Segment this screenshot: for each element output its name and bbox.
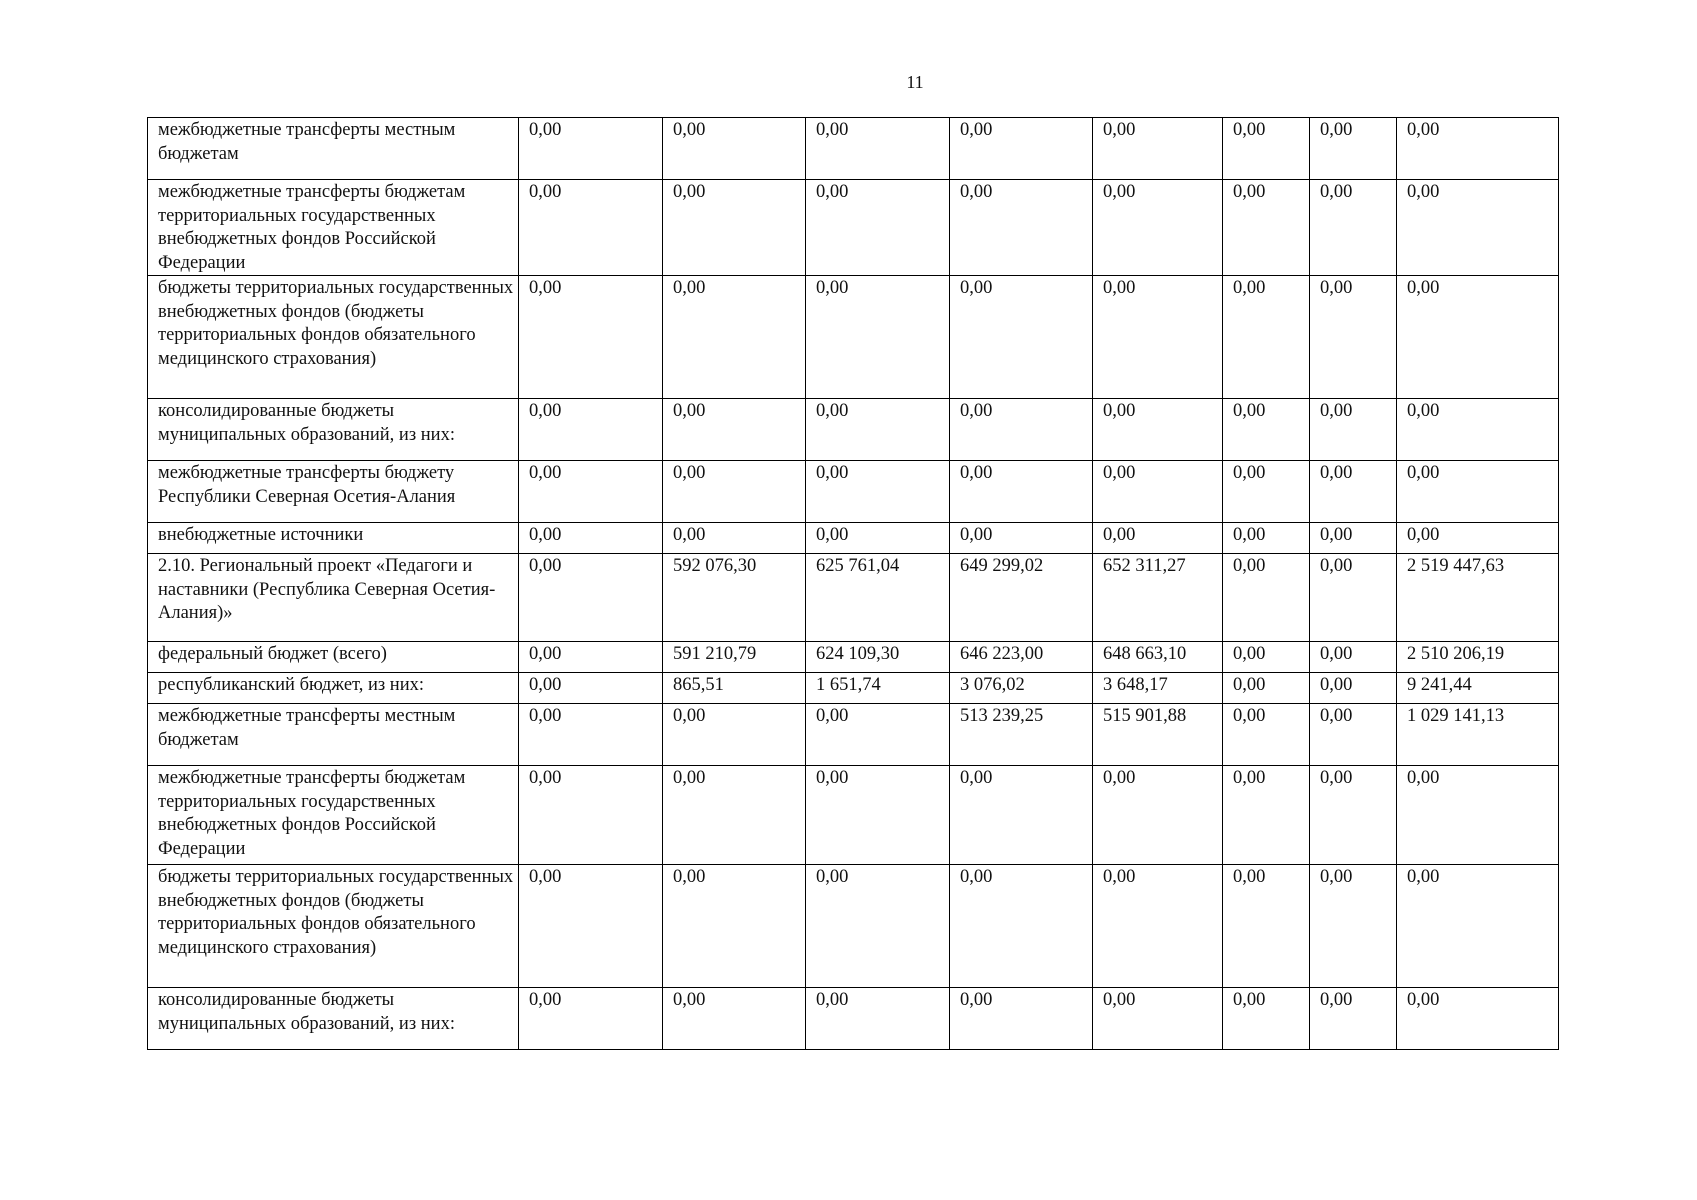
budget-table xyxy=(147,117,1559,1050)
table-cell: 0,00 xyxy=(1310,766,1397,865)
table-cell: 0,00 xyxy=(1223,523,1310,554)
table-cell: 0,00 xyxy=(1397,766,1559,865)
table-cell: 0,00 xyxy=(519,865,663,988)
table-cell: 649 299,02 xyxy=(950,554,1093,642)
table-cell: 0,00 xyxy=(1093,766,1223,865)
table-row xyxy=(148,118,1559,180)
table-cell: 0,00 xyxy=(1310,988,1397,1050)
table-cell: 1 651,74 xyxy=(806,673,950,704)
table-cell: 0,00 xyxy=(1310,865,1397,988)
table-cell: 0,00 xyxy=(1223,554,1310,642)
table-cell: 0,00 xyxy=(806,180,950,276)
table-cell: 0,00 xyxy=(1093,399,1223,461)
table-cell: 0,00 xyxy=(519,673,663,704)
table-cell: 0,00 xyxy=(519,523,663,554)
table-cell: 0,00 xyxy=(1223,276,1310,399)
table-cell: 0,00 xyxy=(519,766,663,865)
table-cell: 0,00 xyxy=(806,704,950,766)
table-cell: 0,00 xyxy=(1397,276,1559,399)
table-cell: 0,00 xyxy=(1223,865,1310,988)
table-cell: 0,00 xyxy=(1310,461,1397,523)
table-cell: 3 648,17 xyxy=(1093,673,1223,704)
table-cell: 0,00 xyxy=(1093,461,1223,523)
table-cell: 0,00 xyxy=(1397,118,1559,180)
table-cell: 648 663,10 xyxy=(1093,642,1223,673)
table-cell: 0,00 xyxy=(663,865,806,988)
table-cell: 0,00 xyxy=(1223,461,1310,523)
table-cell: 0,00 xyxy=(1223,399,1310,461)
table-cell: 652 311,27 xyxy=(1093,554,1223,642)
table-cell: 0,00 xyxy=(1310,118,1397,180)
table-cell: 0,00 xyxy=(950,118,1093,180)
table-cell: 0,00 xyxy=(1397,523,1559,554)
table-cell: 0,00 xyxy=(663,523,806,554)
table-cell: 0,00 xyxy=(519,704,663,766)
table-cell: 0,00 xyxy=(1093,276,1223,399)
table-cell: 0,00 xyxy=(1310,276,1397,399)
table-row xyxy=(148,276,1559,399)
table-row xyxy=(148,766,1559,865)
row-label: внебюджетные источники xyxy=(148,523,519,554)
table-cell: 0,00 xyxy=(1223,704,1310,766)
table-row xyxy=(148,399,1559,461)
table-cell: 0,00 xyxy=(519,461,663,523)
table-cell: 0,00 xyxy=(519,180,663,276)
row-label: межбюджетные трансферты бюджету Республики Северная Осетия-Алания xyxy=(148,461,519,523)
table-cell: 0,00 xyxy=(806,461,950,523)
table-cell: 1 029 141,13 xyxy=(1397,704,1559,766)
table-cell: 0,00 xyxy=(1310,554,1397,642)
table-row xyxy=(148,988,1559,1050)
table-cell: 0,00 xyxy=(806,399,950,461)
table-cell: 0,00 xyxy=(519,642,663,673)
table-cell: 0,00 xyxy=(519,988,663,1050)
table-row xyxy=(148,642,1559,673)
table-cell: 0,00 xyxy=(1093,523,1223,554)
row-label: федеральный бюджет (всего) xyxy=(148,642,519,673)
table-cell: 0,00 xyxy=(806,523,950,554)
row-label: консолидированные бюджеты муниципальных образований, из них: xyxy=(148,988,519,1050)
table-cell: 2 519 447,63 xyxy=(1397,554,1559,642)
table-cell: 513 239,25 xyxy=(950,704,1093,766)
table-cell: 0,00 xyxy=(1223,766,1310,865)
table-cell: 0,00 xyxy=(1223,673,1310,704)
table-cell: 0,00 xyxy=(663,704,806,766)
table-cell: 0,00 xyxy=(950,988,1093,1050)
table-cell: 592 076,30 xyxy=(663,554,806,642)
table-cell: 0,00 xyxy=(950,399,1093,461)
table-cell: 0,00 xyxy=(519,399,663,461)
table-cell: 0,00 xyxy=(806,865,950,988)
table-cell: 0,00 xyxy=(950,180,1093,276)
table-cell: 0,00 xyxy=(1223,642,1310,673)
table-cell: 0,00 xyxy=(1310,399,1397,461)
row-label: консолидированные бюджеты муниципальных образований, из них: xyxy=(148,399,519,461)
table-cell: 0,00 xyxy=(519,118,663,180)
table-cell: 0,00 xyxy=(806,118,950,180)
table-row xyxy=(148,554,1559,642)
table-cell: 0,00 xyxy=(519,276,663,399)
table-cell: 0,00 xyxy=(1310,673,1397,704)
row-label: бюджеты территориальных государственных внебюджетных фондов (бюджеты территориальных фондов обязательного медицинского страхования) xyxy=(148,276,519,399)
table-cell: 0,00 xyxy=(950,766,1093,865)
table-cell: 0,00 xyxy=(950,276,1093,399)
table-cell: 0,00 xyxy=(1310,523,1397,554)
table-cell: 0,00 xyxy=(1310,642,1397,673)
table-cell: 9 241,44 xyxy=(1397,673,1559,704)
table-cell: 0,00 xyxy=(950,523,1093,554)
table-cell: 0,00 xyxy=(519,554,663,642)
table-cell: 2 510 206,19 xyxy=(1397,642,1559,673)
row-label: межбюджетные трансферты местным бюджетам xyxy=(148,704,519,766)
table-row xyxy=(148,865,1559,988)
table-cell: 515 901,88 xyxy=(1093,704,1223,766)
table-cell: 0,00 xyxy=(663,118,806,180)
row-label: межбюджетные трансферты бюджетам территориальных государственных внебюджетных фондов Российской Федерации xyxy=(148,766,519,865)
table-cell: 0,00 xyxy=(806,276,950,399)
table-cell: 0,00 xyxy=(1310,180,1397,276)
table-cell: 0,00 xyxy=(663,461,806,523)
table-cell: 0,00 xyxy=(950,461,1093,523)
table-cell: 0,00 xyxy=(663,766,806,865)
table-row xyxy=(148,704,1559,766)
table-cell: 3 076,02 xyxy=(950,673,1093,704)
table-cell: 0,00 xyxy=(1093,865,1223,988)
table-cell: 0,00 xyxy=(663,180,806,276)
table-cell: 0,00 xyxy=(950,865,1093,988)
table-cell: 0,00 xyxy=(1397,399,1559,461)
row-label: республиканский бюджет, из них: xyxy=(148,673,519,704)
table-cell: 0,00 xyxy=(1093,988,1223,1050)
table-cell: 865,51 xyxy=(663,673,806,704)
table-cell: 0,00 xyxy=(1093,118,1223,180)
row-label: 2.10. Региональный проект «Педагоги и наставники (Республика Северная Осетия-Алания)» xyxy=(148,554,519,642)
table-cell: 0,00 xyxy=(1310,704,1397,766)
page-number: 11 xyxy=(906,72,924,92)
table-cell: 0,00 xyxy=(1397,180,1559,276)
table-cell: 0,00 xyxy=(1223,988,1310,1050)
table-cell: 0,00 xyxy=(663,399,806,461)
row-label: межбюджетные трансферты местным бюджетам xyxy=(148,118,519,180)
table-cell: 0,00 xyxy=(806,766,950,865)
table-cell: 0,00 xyxy=(663,988,806,1050)
table-row xyxy=(148,673,1559,704)
table-cell: 0,00 xyxy=(1397,461,1559,523)
table-cell: 624 109,30 xyxy=(806,642,950,673)
table-cell: 0,00 xyxy=(1093,180,1223,276)
table-row xyxy=(148,461,1559,523)
table-cell: 0,00 xyxy=(663,276,806,399)
table-cell: 0,00 xyxy=(1397,988,1559,1050)
row-label: межбюджетные трансферты бюджетам территориальных государственных внебюджетных фондов Российской Федерации xyxy=(148,180,519,276)
table-cell: 625 761,04 xyxy=(806,554,950,642)
table-cell: 0,00 xyxy=(1397,865,1559,988)
row-label: бюджеты территориальных государственных внебюджетных фондов (бюджеты территориальных фондов обязательного медицинского страхования) xyxy=(148,865,519,988)
table-cell: 0,00 xyxy=(1223,118,1310,180)
table-row xyxy=(148,523,1559,554)
table-cell: 0,00 xyxy=(1223,180,1310,276)
table-row xyxy=(148,180,1559,276)
table-cell: 591 210,79 xyxy=(663,642,806,673)
table-cell: 0,00 xyxy=(806,988,950,1050)
table-cell: 646 223,00 xyxy=(950,642,1093,673)
